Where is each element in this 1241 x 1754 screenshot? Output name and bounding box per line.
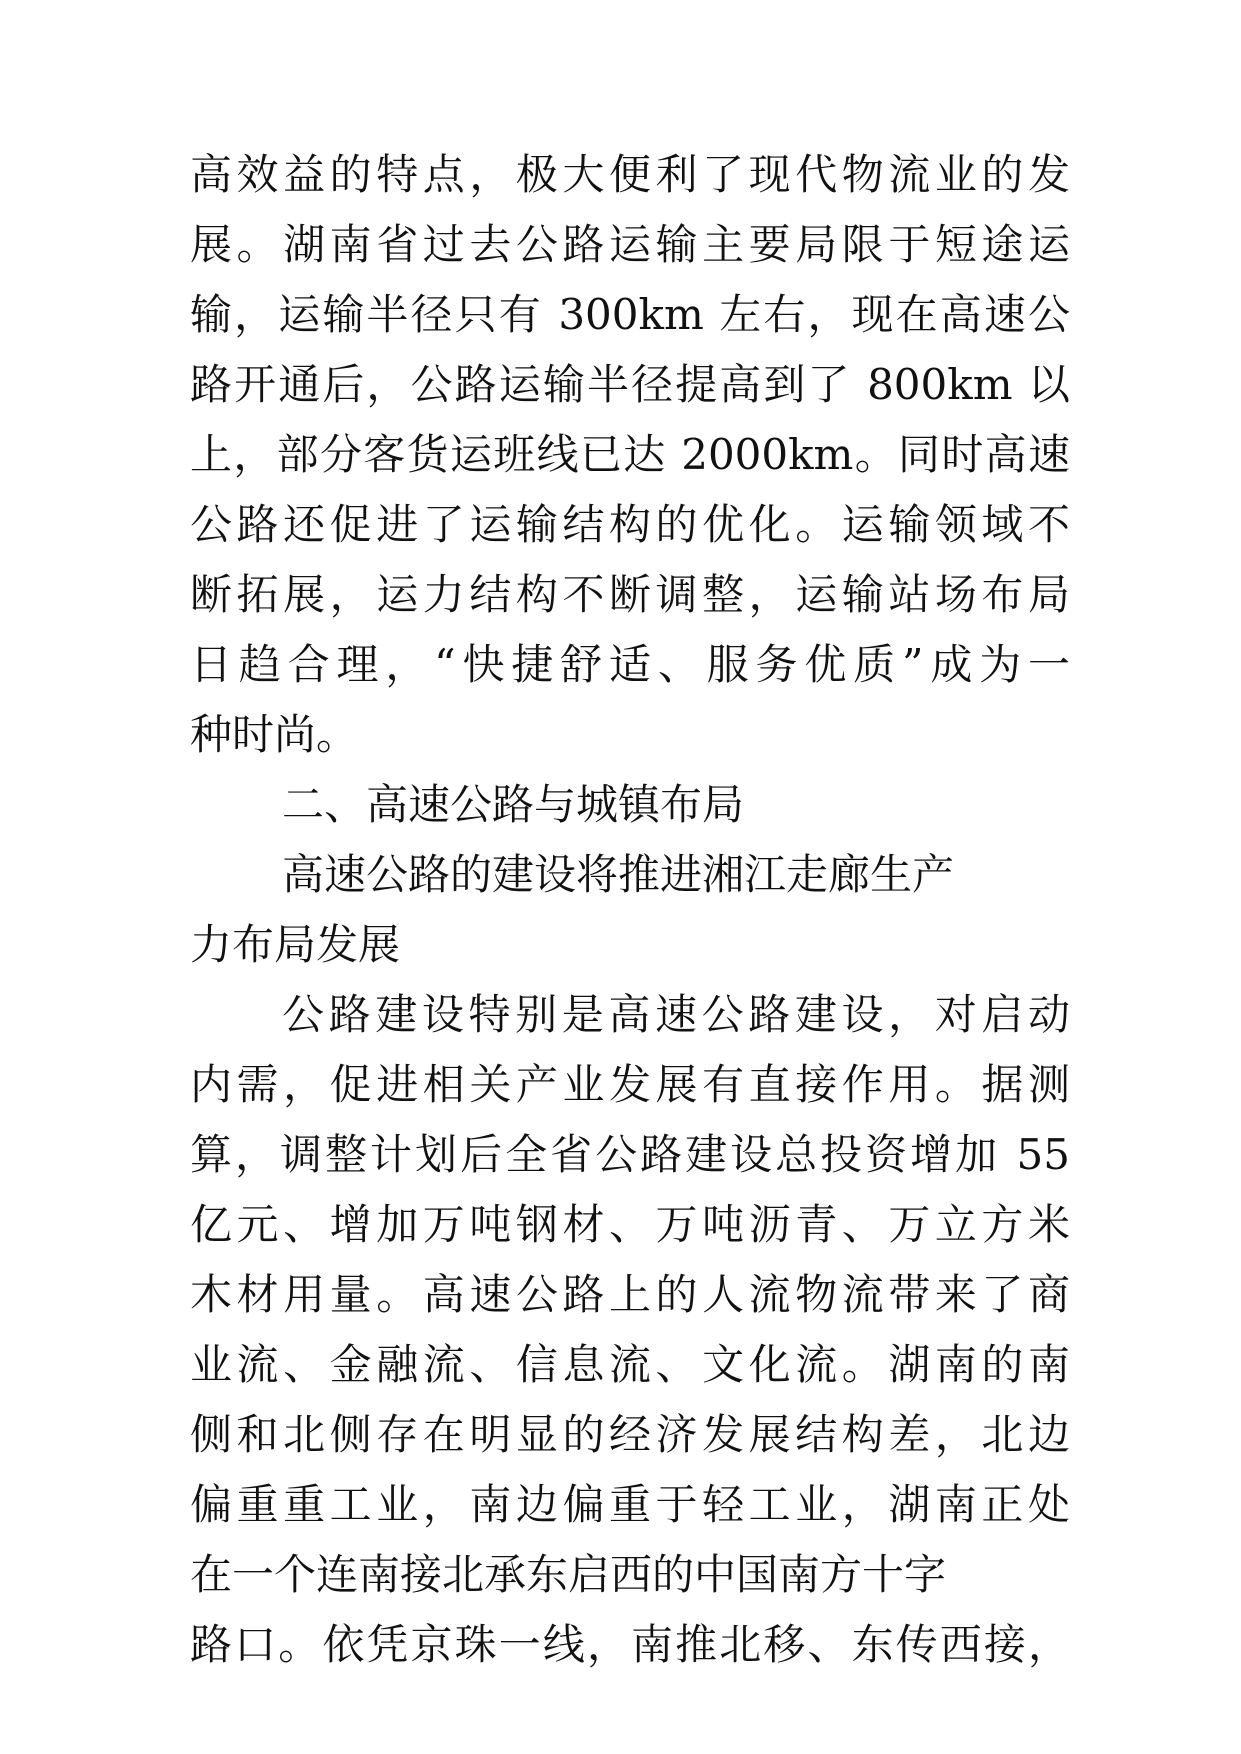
subheading [190,840,1070,980]
subheading-line: 力布局发展 [190,920,401,969]
text-line: 路口。依凭京珠一线，南推北移、东传西接， [190,1620,1070,1669]
text-line: 亿元、增加万吨钢材、万吨沥青、万立方米 [190,1200,1070,1249]
text-line: 展。湖南省过去公路运输主要局限于短途运 [190,220,1070,269]
text-line: 业流、金融流、信息流、文化流。湖南的南 [190,1340,1070,1389]
text-line: 断拓展，运力结构不断调整，运输站场布局 [190,570,1070,619]
text-line: 高效益的特点，极大便利了现代物流业的发 [190,150,1070,199]
text-line: 在一个连南接北承东启西的中国南方十字 [190,1550,947,1599]
text-line: 公路还促进了运输结构的优化。运输领域不 [190,500,1070,549]
text-line: 侧和北侧存在明显的经济发展结构差，北边 [190,1410,1070,1459]
text-line: 种时尚。 [190,710,359,759]
paragraph [190,140,1070,770]
text-line: 偏重重工业，南边偏重于轻工业，湖南正处 [190,1480,1070,1529]
text-line: 上，部分客货运班线已达 2000km。同时高速 [190,430,1070,479]
document-page [190,140,1070,1680]
subheading-line: 高速公路的建设将推进湘江走廊生产 [282,850,955,899]
text-line: 内需，促进相关产业发展有直接作用。据测 [190,1060,1070,1109]
text-line: 路开通后，公路运输半径提高到了 800km 以 [190,360,1070,409]
text-line: 输，运输半径只有 300km 左右，现在高速公 [190,290,1070,339]
paragraph [190,980,1070,1680]
section-heading: 二、高速公路与城镇布局 [282,780,745,829]
text-line: 木材用量。高速公路上的人流物流带来了商 [190,1270,1070,1319]
text-line: 日趋合理，“快捷舒适、服务优质”成为一 [190,640,1070,689]
text-line: 算，调整计划后全省公路建设总投资增加 55 [190,1130,1070,1179]
text-line: 公路建设特别是高速公路建设，对启动 [282,990,1070,1039]
